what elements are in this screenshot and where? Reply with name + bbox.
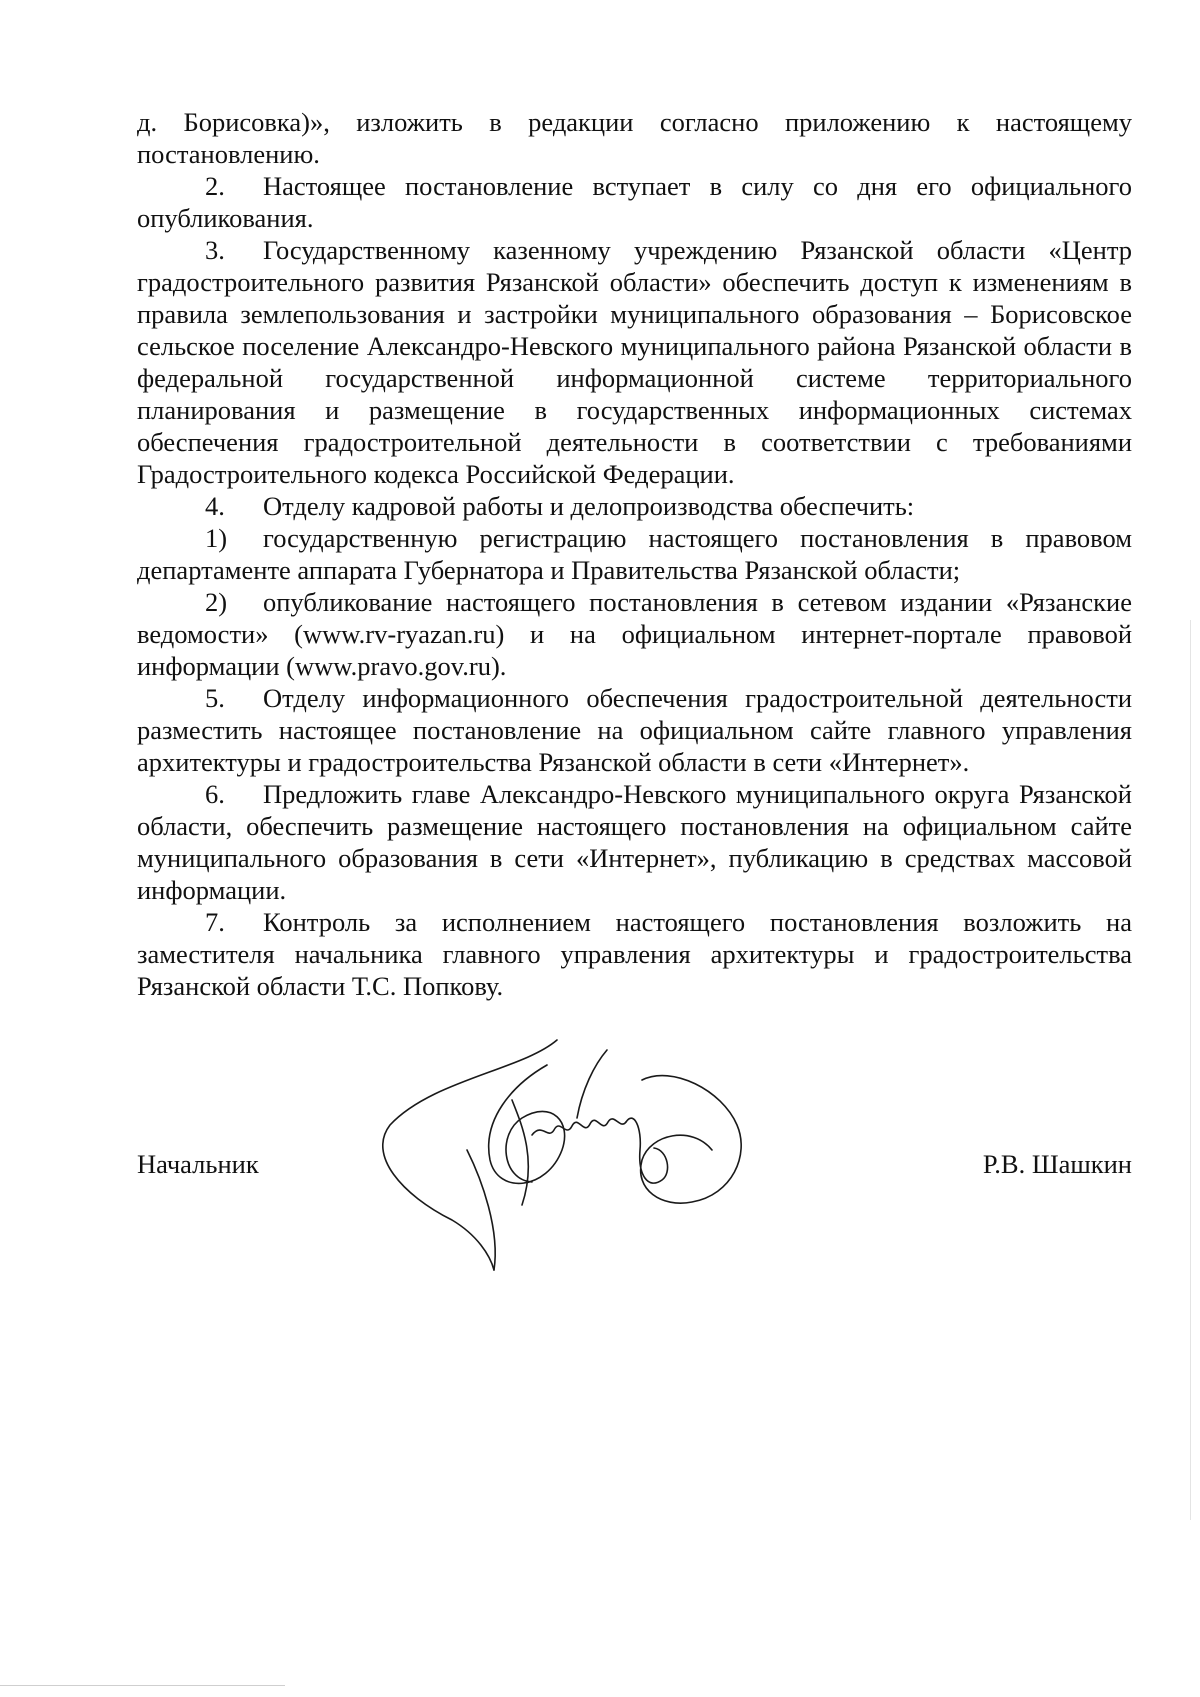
signature-block [137,1148,1132,1188]
item-number: 4. [205,491,225,521]
document-body [137,106,1132,1002]
item-number: 2) [205,587,228,617]
subitem-2 [137,586,1132,682]
item-number: 1) [205,523,228,553]
item-4 [137,490,1132,522]
item-5 [137,682,1132,778]
item-6 [137,778,1132,906]
item-text: Государственному казенному учреждению Рязанской области «Центр градостроительного развития Рязанской области» обеспечить доступ к изменениям в правила землепользования и застройки муниципального образования – Борисовское сельское поселение Александро-Невского муниципального района Рязанской области в федеральной государственной информационной системе территориального планирования и размещение в государственных информационных системах обеспечения градостроительной деятельности в соответствии с требованиями Градостроительного кодекса Российской Федерации. [137,235,1132,489]
item-3 [137,234,1132,490]
item-text: государственную регистрацию настоящего постановления в правовом департаменте аппарата Губернатора и Правительства Рязанской области; [137,523,1132,585]
item-number: 3. [205,235,225,265]
scan-edge-mark [0,1685,285,1686]
item-text: Отделу кадровой работы и делопроизводства обеспечить: [263,491,915,521]
item-text: Контроль за исполнением настоящего постановления возложить на заместителя начальника главного управления архитектуры и градостроительства Рязанской области Т.С. Попкову. [137,907,1132,1001]
item-text: Отделу информационного обеспечения градостроительной деятельности разместить настоящее постановление на официальном сайте главного управления архитектуры и градостроительства Рязанской области в сети «Интернет». [137,683,1132,777]
item-7 [137,906,1132,1002]
item-number: 2. [205,171,225,201]
signatory-position: Начальник [137,1149,259,1179]
item-text: Настоящее постановление вступает в силу со дня его официального опубликования. [137,171,1132,233]
item-text: Предложить главе Александро-Невского муниципального округа Рязанской области, обеспечить размещение настоящего постановления на официальном сайте муниципального образования в сети «Интернет», публикацию в средствах массовой информации. [137,779,1132,905]
subitem-1 [137,522,1132,586]
item-text: опубликование настоящего постановления в сетевом издании «Рязанские ведомости» (www.rv-ryazan.ru) и на официальном интернет-портале правовой информации (www.pravo.gov.ru). [137,587,1132,681]
item-number: 6. [205,779,225,809]
item-2 [137,170,1132,234]
lead-paragraph: д. Борисовка)», изложить в редакции согласно приложению к настоящему постановлению. [137,107,1132,169]
item-number: 5. [205,683,225,713]
signatory-name: Р.В. Шашкин [982,1149,1132,1179]
scan-edge-mark [1190,620,1191,1520]
item-number: 7. [205,907,225,937]
